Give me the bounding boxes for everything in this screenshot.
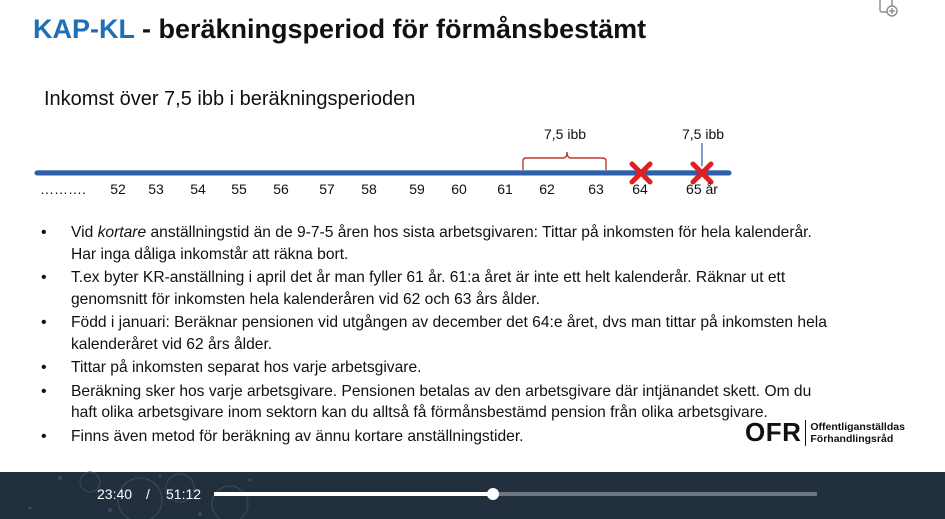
- ofr-logo: [745, 417, 905, 448]
- progress-track[interactable]: [214, 492, 817, 496]
- bullet-item: [40, 426, 830, 448]
- age-label: 61: [497, 181, 513, 197]
- age-label: 54: [190, 181, 206, 197]
- bullet-emphasis: kortare: [97, 224, 147, 241]
- timeline-start-label: ……….: [40, 181, 86, 197]
- bullet-item: [40, 381, 830, 424]
- bullet-text: Tittar på inkomsten separat hos varje arbetsgivare.: [71, 359, 422, 376]
- age-label: 59: [409, 181, 425, 197]
- bullet-item: [40, 267, 830, 310]
- bullet-text: Finns även metod för beräkning av ännu kortare anställningstider.: [71, 427, 524, 445]
- age-label: 60: [451, 181, 467, 197]
- progress-fill: [214, 492, 493, 496]
- age-label: 56: [273, 181, 289, 197]
- age-label: 65 år: [686, 181, 718, 197]
- current-time: 23:40: [97, 486, 133, 502]
- bullet-text: Född i januari: Beräknar pensionen vid utgången av december det 64:e året, dvs man tittar på inkomsten hela kalenderåret vid 62 års ålder.: [71, 314, 827, 353]
- bracket-shape: [523, 152, 606, 170]
- bullet-list: [40, 222, 830, 449]
- age-label: 55: [231, 181, 247, 197]
- age-label: 64: [632, 181, 648, 197]
- bullet-item: [40, 222, 830, 265]
- logo-divider: [805, 420, 806, 446]
- age-label: 57: [319, 181, 335, 197]
- bullet-text: Vid: [71, 224, 98, 241]
- age-label: 62: [539, 181, 555, 197]
- slide-subtitle: Inkomst över 7,5 ibb i beräkningsperioden: [44, 88, 416, 110]
- logo-mark: OFR: [745, 417, 802, 447]
- bracket-label: 7,5 ibb: [543, 126, 587, 142]
- bullet-text: Beräkning sker hos varje arbetsgivare. Pensionen betalas av den arbetsgivare där intjänandet skett. Om du haft olika arbetsgivare inom sektorn kan du alltså få förmånsbestämd pension från olika arbetsgivare.: [71, 382, 812, 421]
- bullet-text: T.ex byter KR-anställning i april det år man fyller 61 år. 61:a året är inte ett helt kalenderår. Räknar ut ett genomsnitt för inkomsten hela kalenderåren vid 62 och 63 års ålder.: [71, 269, 786, 308]
- logo-line: Offentliganställdas: [810, 420, 905, 433]
- title-accent: KAP-KL: [33, 14, 135, 44]
- age-label: 53: [148, 181, 164, 197]
- bullet-item: [40, 312, 830, 355]
- age-label: 58: [361, 181, 377, 197]
- bullet-item: [40, 357, 830, 379]
- time-separator: /: [146, 486, 150, 502]
- timeline-graphic: [0, 0, 945, 210]
- progress-handle[interactable]: [487, 488, 499, 500]
- age-label: 63: [588, 181, 604, 197]
- duration: 51:12: [166, 486, 202, 502]
- bullet-text: anställningstid än de 9-7-5 åren hos sista arbetsgivaren: Tittar på inkomsten för hela kalenderår. Har inga dåliga inkomstår att räkna bort.: [71, 224, 812, 263]
- marker-label: 7,5 ibb: [681, 126, 725, 142]
- logo-line: Förhandlingsråd: [810, 432, 894, 445]
- title-rest: - beräkningsperiod för förmånsbestämt: [134, 14, 647, 44]
- logo-name: [810, 421, 905, 445]
- age-label: 52: [110, 181, 126, 197]
